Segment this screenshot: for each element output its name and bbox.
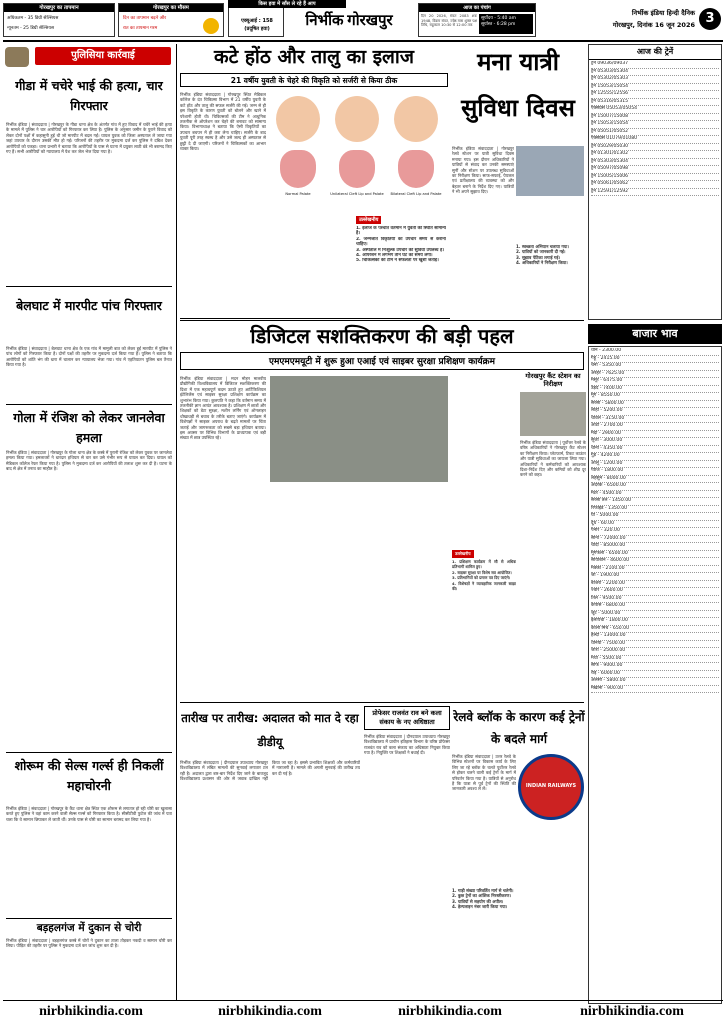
market-item: सोयाबीन - 4600.00: [591, 558, 719, 566]
train-item: ट्रेन 09036/09037: [591, 61, 719, 69]
panchang-box: [418, 3, 536, 37]
divider-3: [6, 752, 172, 753]
mana-box-item-3: 3. सुझाव पेटिका लगाई गई।: [516, 254, 560, 260]
police-icon: [5, 47, 29, 67]
market-item: अलसी - 5800.00: [591, 678, 719, 686]
digital-overflow-text: [180, 580, 584, 700]
market-item: ज्वार - 2600.00: [591, 588, 719, 596]
railway-box-item-1: 1. गाड़ी संख्या परिवर्तित मार्ग से चलेगी।: [452, 888, 514, 893]
story1-text: निर्भीक इंडिया | संवाददाता | गोरखपुर के गीडा थाना क्षेत्र के अंतर्गत गांव में हुए विवाद में चचेरे भाई की हत्या के मामले में पुलिस ने चार आरोपियों को गिरफ्तार कर लिया है। पुलिस के अनुसार जमीन के पुराने विवाद को लेकर दोनों पक्षों में कहासुनी हुई थी जो मारपीट में बदल गई। घायल युवक को जिला अस्पताल ले जाया गया जहां उपचार के दौरान उसकी मौत हो गई। परिजनों की तहरीर पर मुकदमा दर्ज कर पुलिस ने दबिश देकर आरोपियों को पकड़ा। थाना प्रभारी ने बताया कि आरोपियों के पास से घटना में प्रयुक्त लाठी डंडे भी बरामद किए गए हैं। सभी आरोपियों को न्यायालय में पेश कर जेल भेज दिया गया है।: [6, 122, 172, 155]
fig-label-2: Unilateral Cleft Lip and Palate: [330, 192, 384, 196]
market-item: मैदा - 2900.00: [591, 431, 719, 439]
lead-title: कटे होंठ और तालु का इलाज: [214, 46, 414, 68]
market-list: [589, 347, 721, 694]
paper-name: निर्भीक इंडिया हिन्दी दैनिक: [631, 9, 695, 17]
train-item: ट्रेन 05029/05030: [591, 144, 719, 152]
highlight-box-2-content: [452, 540, 516, 592]
market-item: धनिया - 7500.00: [591, 641, 719, 649]
divider-digital-top: [180, 320, 584, 321]
market-item: गुड़ - 4200.00: [591, 453, 719, 461]
story1-title: गीडा में चचेरे भाई की हत्या, चार गिरफ्तार: [15, 78, 163, 113]
market-item: सौंफ - 9000.00: [591, 663, 719, 671]
market-item: गेहूं - 2415.00: [591, 356, 719, 364]
train-item: ट्रेन 05303/05304: [591, 69, 719, 77]
train-item: ट्रेन 05097/05098: [591, 166, 719, 174]
market-item: उड़द - 7400.00: [591, 386, 719, 394]
face-bilateral: [394, 96, 438, 142]
mana-box-item-2: 2. यात्रियों को जानकारी दी गई।: [516, 249, 566, 255]
digital-text-col1: निर्भीक इंडिया संवाददाता | मदन मोहन मालवीय प्रौद्योगिकी विश्वविद्यालय में डिजिटल सशक्तिकरण की दिशा में एक महत्वपूर्ण कदम उठाते हुए आर्टिफिशियल इंटेलिजेंस एवं साइबर सुरक्षा प्रशिक्षण कार्यक्रम का शुभारंभ किया गया। कुलपति ने कहा कि वर्तमान समय में तकनीकी ज्ञान अत्यंत आवश्यक है। प्रशिक्षण में छात्रों और शिक्षकों को डेटा सुरक्षा, मशीन लर्निंग एवं ऑनलाइन धोखाधड़ी से बचाव के तरीके बताए जाएंगे। कार्यक्रम में विशेषज्ञों ने साइबर अपराध के बढ़ते मामलों पर चिंता जताई और जागरूकता को सबसे बड़ा हथियार बताया। इस अवसर पर विभिन्न विभागों के प्राध्यापक एवं बड़ी संख्या में छात्र उपस्थित रहे।: [180, 376, 266, 441]
lead-subtitle: 21 वर्षीय युवती के चेहरे की विकृति को सर्जरी से किया ठीक: [180, 73, 448, 87]
mana-text: निर्भीक इंडिया संवाददाता | गोरखपुर रेलवे स्टेशन पर यात्री सुविधा दिवस मनाया गया। इस दौरान अधिकारियों ने यात्रियों से संवाद कर उनकी समस्याएं सुनीं और स्टेशन पर उपलब्ध सुविधाओं का निरीक्षण किया। साफ-सफाई, पेयजल एवं प्रतीक्षालय की व्यवस्था को और बेहतर बनाने के निर्देश दिए गए। यात्रियों ने भी अपने सुझाव दिए।: [452, 146, 514, 195]
market-item: राई - 6000.00: [591, 671, 719, 679]
aqi-box: [228, 3, 284, 37]
palate-bilateral: [398, 150, 434, 188]
highlight-box-1-item-4: 4. ऑपरेशन में लगभग तीन घंटे का समय लगा।: [356, 253, 433, 259]
face-normal: [276, 96, 320, 142]
sun-cloud-icon: [203, 18, 219, 34]
divider-bottom: [180, 702, 584, 703]
palate-unilateral: [339, 150, 375, 188]
train-item: ट्रेन 05302/05303: [591, 76, 719, 84]
train-item: ट्रेन 12591/12592: [591, 189, 719, 197]
highlight-box-1: [356, 206, 446, 314]
train-item: ट्रेन 15007/15008: [591, 114, 719, 122]
highlight-box-1-item-5: 5. चिकित्सकों की टीम ने सफलता पर खुशी जताई।: [356, 258, 439, 264]
train-item: ट्रेन 05061/05062: [591, 181, 719, 189]
story3-text: निर्भीक इंडिया | संवाददाता | गोरखपुर के गोला थाना क्षेत्र के कस्बे में पुरानी रंजिश को लेकर युवक पर जानलेवा हमला किया गया। हमलावरों ने धारदार हथियार से वार कर उसे गंभीर रूप से घायल कर दिया। घायल को मेडिकल कॉलेज रेफर किया गया है। पुलिस ने मुकदमा दर्ज कर आरोपियों की तलाश शुरू कर दी है। घटना के बाद से क्षेत्र में तनाव का माहौल है।: [6, 450, 172, 472]
market-item: प्याज - 1800.00: [591, 468, 719, 476]
highlight-box-2-title: उल्लेखनीय: [452, 550, 474, 558]
sun-times-box: [479, 14, 533, 34]
weather-box: [118, 3, 224, 37]
market-panel: [588, 346, 722, 1004]
market-item: हल्दी - 13000.00: [591, 633, 719, 641]
cleft-lip-figure: [268, 92, 446, 202]
market-item: कपास - 6800.00: [591, 603, 719, 611]
prof-title: प्रोफेसर राजवंत राव बने कला संकाय के नए अधिष्ठाता: [364, 706, 450, 730]
market-item: सोना - 72000.00: [591, 536, 719, 544]
train-item: ट्रेन 15053/15054: [591, 84, 719, 92]
story4-title: शोरूम की सेल्स गर्ल्स ही निकलीं महाचोरनी: [14, 758, 164, 793]
temperature-box: [3, 3, 115, 37]
panchang-text: दिन 20 2026, संवत 2083 शक 1948, विक्रम संवत, ज्येष्ठ मास शुक्ल पक्ष तिथि, राहुकाल 10:30 से 12:00 तक: [421, 14, 477, 27]
masthead: निर्भीक गोरखपुर: [305, 13, 393, 29]
mana-box-item-4: 4. अधिकारियों ने निरीक्षण किया।: [516, 260, 568, 266]
market-item: मक्का - 2100.00: [591, 566, 719, 574]
market-item: चीनी - 4350.00: [591, 446, 719, 454]
market-item: जूट - 5000.00: [591, 611, 719, 619]
mana-text-2: [516, 200, 584, 240]
station-photo: [516, 146, 584, 196]
cantt-text: निर्भीक इंडिया संवाददाता | पूर्वोत्तर रेलवे के वरिष्ठ अधिकारियों ने गोरखपुर कैंट स्टेशन का निरीक्षण किया। प्लेटफार्म, टिकट काउंटर और यात्री सुविधाओं का जायजा लिया गया। अधिकारियों ने कर्मचारियों को आवश्यक दिशा-निर्देश दिए और कमियों को शीघ्र दूर करने को कहा।: [520, 440, 586, 478]
footer-site-3[interactable]: nirbhikindia.com: [398, 1004, 502, 1019]
section-tag: [3, 45, 175, 69]
lead-text-col1: निर्भीक इंडिया संवाददाता | गोरखपुर स्थित मेडिकल कॉलेज के दंत चिकित्सा विभाग में 21 वर्षीय युवती के कटे होंठ और तालु की सफल सर्जरी की गई। जन्म से ही इस विकृति के कारण युवती को बोलने और खाने में परेशानी होती थी। चिकित्सकों की टीम ने आधुनिक तकनीक से ऑपरेशन कर चेहरे की बनावट को सामान्य किया। विभागाध्यक्ष ने बताया कि ऐसी विकृतियों का उपचार बचपन में ही करा लेना चाहिए। सर्जरी के बाद युवती पूरी तरह स्वस्थ है और उसे जल्द ही अस्पताल से छुट्टी दे दी जाएगी। परिजनों ने चिकित्सकों का आभार व्यक्त किया।: [180, 92, 266, 152]
dateline: गोरखपुर, दिनांक 16 जून 2026: [612, 21, 695, 29]
highlight-box-1-title: उल्लेखनीय: [356, 216, 381, 224]
market-item: सरसों - 5800.00: [591, 401, 719, 409]
market-item: अदरक - 6500.00: [591, 483, 719, 491]
train-item: ट्रेन 05303/05304: [591, 159, 719, 167]
max-temperature: अधिकतम - 35 डिग्री सेल्सियस: [7, 16, 59, 21]
railway-box-item-4: 4. हेल्पलाइन नंबर जारी किया गया।: [452, 904, 508, 910]
market-item: बाजरा - 2200.00: [591, 581, 719, 589]
palate-normal: [280, 150, 316, 188]
market-item: तिल - 9500.00: [591, 596, 719, 604]
digital-text-col3: [360, 486, 448, 578]
left-column-rule: [176, 44, 177, 1000]
footer-site-4[interactable]: nirbhikindia.com: [580, 1004, 684, 1019]
market-item: मेथी - 5500.00: [591, 656, 719, 664]
market-item: मूंग - 8550.00: [591, 393, 719, 401]
page-number: 3: [699, 8, 721, 30]
weather-line1: दिन का तापमान बढ़ने और: [123, 16, 167, 21]
digital-photo: [270, 376, 448, 482]
market-item: सूजी - 3000.00: [591, 438, 719, 446]
aqi-status: (प्रदूषित हवा): [244, 26, 270, 32]
railway-title: रेलवे ब्लॉक के कारण कई ट्रेनों के बदले मार्ग: [453, 710, 585, 746]
divider-center-1: [180, 318, 450, 319]
railway-box: [452, 888, 586, 998]
lead-text-col2: [268, 206, 354, 314]
story2-text: निर्भीक इंडिया | संवाददाता | बेलघाट थाना क्षेत्र के एक गांव में मामूली बात को लेकर हुई मारपीट में पुलिस ने पांच लोगों को गिरफ्तार किया है। दोनों पक्षों की तहरीर पर मुकदमा दर्ज किया गया है। पुलिस ने बताया कि आरोपियों को शांति भंग की धारा में चालान कर न्यायालय भेजा गया। गांव में एहतियातन पुलिस बल तैनात किया गया है।: [6, 346, 172, 368]
story3-title: गोला में रंजिश को लेकर जानलेवा हमला: [13, 410, 165, 445]
market-item: चावल - 3150.00: [591, 416, 719, 424]
market-item: लहसुन - 8000.00: [591, 476, 719, 484]
face-unilateral: [335, 96, 379, 142]
market-item: अरहर - 7625.00: [591, 371, 719, 379]
prof-box: [364, 706, 450, 996]
trains-panel: [588, 44, 722, 320]
railway-logo: [518, 754, 584, 820]
market-title: बाजार भाव: [588, 324, 722, 344]
market-item: पनीर - 320.00: [591, 528, 719, 536]
divider-4: [6, 918, 172, 919]
digital-title: डिजिटल सशक्तिकरण की बड़ी पहल: [250, 324, 514, 348]
story5-text: निर्भीक इंडिया | संवाददाता | बड़हलगंज कस्बे में चोरों ने दुकान का ताला तोड़कर नकदी व सामान चोरी कर लिया। पीड़ित की तहरीर पर पुलिस ने मुकदमा दर्ज कर जांच शुरू कर दी है।: [6, 938, 172, 949]
train-item: ट्रेन 15005/15006: [591, 174, 719, 182]
sunset: सूर्यास्त - 6:28 pm: [481, 21, 516, 27]
tarikh-text: निर्भीक इंडिया संवाददाता | दीनदयाल उपाध्याय गोरखपुर विश्वविद्यालय में लंबित मामलों की सुनवाई लगातार टल रही है। अदालत द्वारा बार-बार निर्देश दिए जाने के बावजूद विश्वविद्यालय प्रशासन की ओर से जवाब दाखिल नहीं किया जा रहा है। इससे प्रभावित शिक्षकों और कर्मचारियों में नाराजगी है। मामले की अगली सुनवाई की तारीख तय कर दी गई है।: [180, 760, 360, 782]
market-item: आलू - 1200.00: [591, 461, 719, 469]
mana-box-item-1: 1. स्वच्छता अभियान चलाया गया।: [516, 244, 569, 249]
digital-text-col2: [270, 486, 356, 578]
footer-site-1[interactable]: nirbhikindia.com: [39, 1004, 143, 1019]
market-item: मटर - 4500.00: [591, 491, 719, 499]
highlight-box-2-item-4: 4. विशेषज्ञों ने व्यावहारिक जानकारी साझा की।: [452, 580, 516, 592]
header-divider: [3, 40, 723, 42]
section-tag-label: पुलिसिया कार्रवाई: [35, 47, 171, 65]
market-item: इलायची - 1800.00: [591, 618, 719, 626]
min-temperature: न्यूनतम - 25 डिग्री सेल्सियस: [7, 26, 55, 31]
trains-list: [589, 60, 721, 197]
market-item: मखाना - 900.00: [591, 686, 719, 694]
market-item: चना - 5350.00: [591, 363, 719, 371]
train-item: ट्रेन 15053/15054: [591, 121, 719, 129]
fig-label-3: Bilateral Cleft Lip and Palate: [390, 192, 442, 196]
temperature-title: गोरखपुर का तापमान: [4, 4, 114, 12]
cantt-title: गोरखपुर कैंट स्टेशन का निरीक्षण: [525, 372, 581, 388]
highlight-box-1-item-3: 3. अस्पताल में निःशुल्क उपचार की सुविधा उपलब्ध है।: [356, 247, 445, 253]
train-item: ट्रेन 01301/01302: [591, 151, 719, 159]
market-item: घी - 5000.00: [591, 513, 719, 521]
digital-subtitle: एमएमएमयूटी में शुरू हुआ एआई एवं साइबर सुरक्षा प्रशिक्षण कार्यक्रम: [180, 352, 584, 370]
railway-box-item-3: 3. यात्रियों से सहयोग की अपील।: [452, 898, 504, 904]
story2-title: बेलघाट में मारपीट पांच गिरफ्तार: [16, 298, 162, 313]
train-item: ट्रेन 05316/05315: [591, 99, 719, 107]
market-item: मसूर - 6475.00: [591, 378, 719, 386]
fig-label-1: Normal Palate: [285, 192, 311, 196]
market-item: रिफाइंड - 1350.00: [591, 506, 719, 514]
railway-box-item-2: 2. कुछ ट्रेनों का आंशिक निरस्तीकरण।: [452, 893, 511, 899]
market-item: काली मिर्च - 650.00: [591, 626, 719, 634]
highlight-box-1-item-1: 1. इलाज के पश्चात वर्तमान में युवती की स्थिति सामान्य है।: [356, 226, 446, 237]
market-item: सरसों तेल - 1450.00: [591, 498, 719, 506]
railway-text: निर्भीक इंडिया संवाददाता | उत्तर रेलवे के विभिन्न स्टेशनों पर विकास कार्य के लिए लिए जा रहे ब्लॉक के चलते पूर्वोत्तर रेलवे से होकर चलने वाली कई ट्रेनों के मार्ग में परिवर्तन किया गया है। यात्रियों से अनुरोध है कि यात्रा से पूर्व ट्रेनों की स्थिति की जानकारी अवश्य ले लें।: [452, 754, 516, 792]
train-item: ट्रेन 05051/05052: [591, 129, 719, 137]
train-item: एक्सप्रेस 01079/01080: [591, 136, 719, 144]
prof-text: निर्भीक इंडिया संवाददाता | दीनदयाल उपाध्याय गोरखपुर विश्वविद्यालय में प्राचीन इतिहास विभाग के वरिष्ठ प्रोफेसर राजवंत राव को कला संकाय का अधिष्ठाता नियुक्त किया गया है। नियुक्ति पर शिक्षकों ने बधाई दी।: [364, 734, 450, 756]
mana-box: [516, 244, 584, 316]
sunrise: सूर्योदय - 5:40 am: [481, 16, 516, 21]
market-item: मूंगफली - 6500.00: [591, 551, 719, 559]
footer-site-2[interactable]: nirbhikindia.com: [218, 1004, 322, 1019]
panchang-title: आज का पंचांग: [419, 4, 535, 12]
mana-title: मना यात्री: [477, 48, 559, 76]
highlight-box-2-item-2: 2. साइबर सुरक्षा पर विशेष सत्र आयोजित।: [452, 569, 512, 575]
aqi-label: एक्यूआई : 158: [241, 18, 273, 24]
trains-title: आज की ट्रेनें: [589, 45, 721, 60]
market-item: आटा - 2700.00: [591, 423, 719, 431]
weather-line2: रात का तापमान गरम: [123, 26, 158, 31]
tagline: किस हवा में साँस ले रहे हैं आप: [228, 0, 346, 8]
divider-1: [6, 286, 172, 287]
cantt-photo: [520, 392, 586, 436]
footer-rule: [3, 1000, 723, 1001]
market-item: जीरा - 25000.00: [591, 648, 719, 656]
train-item: ट्रेन 12555/12556: [591, 91, 719, 99]
suvidha-title: सुविधा दिवस: [461, 94, 575, 122]
railway-logo-text: INDIAN RAILWAYS: [525, 783, 577, 789]
train-item: एक्सप्रेस 05053/05054: [591, 106, 719, 114]
story3-text-cont: [6, 550, 172, 750]
highlight-box-1-item-2: 2. जन्मजात विकृतियों का उपचार समय से कराना चाहिए।: [356, 236, 446, 248]
market-item: चांदी - 85000.00: [591, 543, 719, 551]
market-item: जौ - 1900.00: [591, 573, 719, 581]
highlight-box-2-item-1: 1. प्रशिक्षण कार्यक्रम में सौ से अधिक प्रतिभागी शामिल हुए।: [452, 559, 516, 570]
highlight-box-2-item-3: 3. प्रतिभागियों को प्रमाण पत्र दिए जाएंगे।: [452, 575, 511, 581]
divider-2: [6, 404, 172, 405]
market-item: धान - 2300.00: [591, 348, 719, 356]
story4-text: निर्भीक इंडिया | संवाददाता | गोरखपुर के कैंट थाना क्षेत्र स्थित एक शोरूम से लगातार हो रही चोरी का खुलासा करते हुए पुलिस ने वहां काम करने वाली सेल्स गर्ल्स को गिरफ्तार किया है। सीसीटीवी फुटेज की जांच में पता चला कि वे सामान छिपाकर ले जाती थीं। उनके पास से चोरी का सामान बरामद कर लिया गया है।: [6, 806, 172, 822]
tarikh-title: तारीख पर तारीख: अदालत को मात दे रहा डीडीयू: [181, 711, 359, 749]
weather-title: गोरखपुर का मौसम: [119, 4, 223, 12]
market-item: दूध - 60.00: [591, 521, 719, 529]
market-item: लाही - 5200.00: [591, 408, 719, 416]
story5-title: बड़हलगंज में दुकान से चोरी: [36, 922, 142, 934]
